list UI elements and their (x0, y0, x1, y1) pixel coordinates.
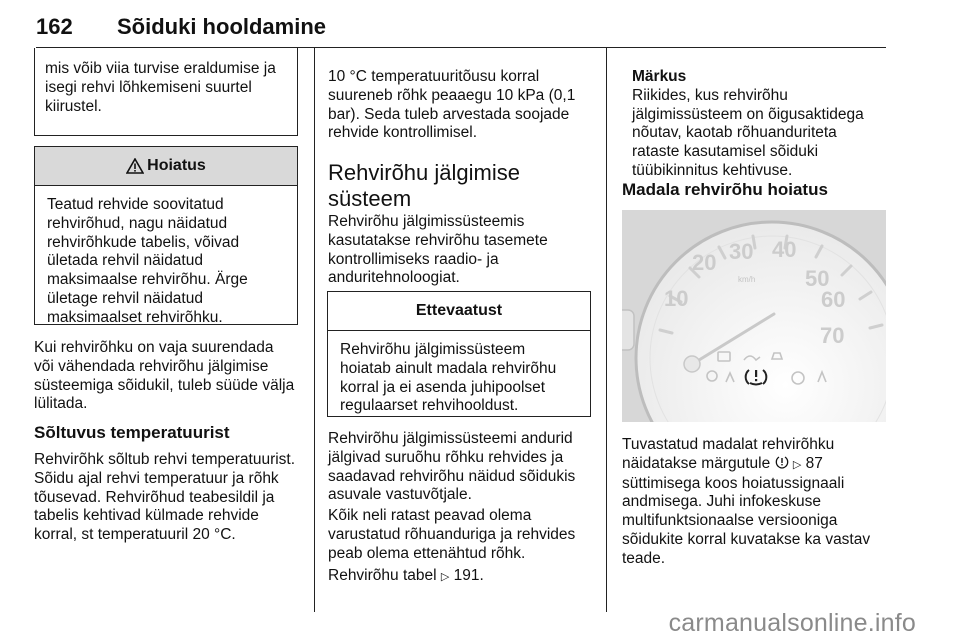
reference-text: Rehvirõhu tabel (328, 567, 441, 584)
cluster-button-icon (622, 310, 634, 350)
section-heading (328, 160, 598, 212)
gauge-number: 50 (805, 266, 830, 291)
paragraph: 10 °C temperatuuritõusu korral suureneb rõhk peaaegu 10 kPa (0,1 bar). Seda tuleb arvestada soojade rehvide kontrollimisel. (328, 68, 576, 142)
gauge-number: 20 (692, 250, 717, 275)
warning-triangle-icon (126, 158, 144, 174)
page-number: 162 (36, 14, 73, 39)
section-heading-line-2: süsteem (328, 186, 412, 211)
watermark: carmanualsonline.info (668, 609, 916, 637)
paragraph (622, 436, 884, 569)
page-ref-arrow-icon: ▷ (440, 571, 450, 583)
warning-text: Teatud rehvide soovitatud rehvirõhud, nagu näidatud rehvirõhkude tabelis, võivad ületada rehvil näidatud maksimaalse rehvirõhu. Ärge ületage rehvil näidatud maksimaalset rehvirõhku. (47, 196, 248, 326)
page-reference[interactable]: 191. (453, 567, 484, 584)
tire-pressure-icon (775, 456, 789, 469)
gauge-number: 60 (821, 287, 846, 312)
caution-box (327, 291, 591, 417)
caution-text: Rehvirõhu jälgimissüsteem hoiatab ainult madala rehvirõhu korral ja ei asenda juhipoolset regulaarset rehvihooldust. (340, 341, 557, 415)
paragraph: Rehvirõhu jälgimissüsteemi andurid jälgivad suruõhu rõhku rehvides ja saadavad rehvirõhu näidud sõidukis asuvale vastuvõtjale. (328, 430, 576, 504)
note-text: Riikides, kus rehvirõhu jälgimissüsteem on õigusaktidega nõutav, kaotab rõhuanduriteta rataste kasutamisel sõiduki tüübikinnitus kehtivuse. (632, 86, 864, 179)
gauge-unit-label: km/h (738, 275, 756, 284)
instrument-cluster-illustration (622, 210, 886, 422)
paragraph: Kõik neli ratast peavad olema varustatud rõhuanduriga ja rehvides peab olema ettenähtud rõhk. (328, 507, 576, 562)
gauge-number: 30 (729, 239, 754, 264)
section-heading: Sõltuvus temperatuurist (34, 423, 230, 442)
note-block (632, 68, 882, 181)
needle-hub (684, 356, 700, 372)
paragraph-text: Tuvastatud madalat rehvirõhku näidatakse märgutule (622, 436, 835, 472)
section-heading: Madala rehvirõhu hoiatus (622, 180, 828, 199)
gauge-number: 70 (820, 323, 845, 348)
continued-warning-box (34, 48, 298, 136)
column-divider-2 (606, 48, 607, 612)
gauge-number: 10 (664, 286, 689, 311)
paragraph: Rehvirõhu jälgimissüsteemis kasutatakse rehvirõhu tasemete kontrollimiseks raadio- ja anduritehnoloogiat. (328, 213, 548, 287)
column-divider-1 (314, 48, 315, 612)
note-title: Märkus (632, 68, 687, 85)
paragraph (328, 567, 590, 587)
page-ref-arrow-icon: ▷ (792, 458, 802, 471)
speedometer-gauge (622, 210, 886, 422)
continued-warning-text: mis võib viia turvise eraldumise ja isegi rehvi lõhkemiseni suurtel kiirustel. (45, 60, 276, 115)
paragraph-text: süttimisega koos hoiatussignaali andmisega. Juhi infokeskuse multifunktsionaalse versiooniga sõidukite korral kuvatakse ka vastav teade. (622, 474, 871, 567)
section-heading-line-1: Rehvirõhu jälgimise (328, 160, 520, 185)
warning-title: Hoiatus (147, 157, 206, 174)
paragraph: Kui rehvirõhku on vaja suurendada või vähendada rehvirõhu jälgimise süsteemiga sõidukil, tuleb süüde välja lülitada. (34, 339, 295, 413)
gauge-number: 40 (772, 237, 797, 262)
chapter-title: Sõiduki hooldamine (117, 14, 327, 39)
warning-box (34, 146, 298, 325)
warning-header (35, 147, 297, 186)
paragraph: Rehvirõhk sõltub rehvi temperatuurist. Sõidu ajal rehvi temperatuur ja rõhk tõusevad. Rehvirõhud teabesildil ja tabelis kehtivad külmade rehvide korral, st temperatuuril 20 °C. (34, 451, 296, 544)
caution-title: Ettevaatust (328, 292, 590, 331)
page-reference[interactable]: 87 (805, 454, 823, 472)
